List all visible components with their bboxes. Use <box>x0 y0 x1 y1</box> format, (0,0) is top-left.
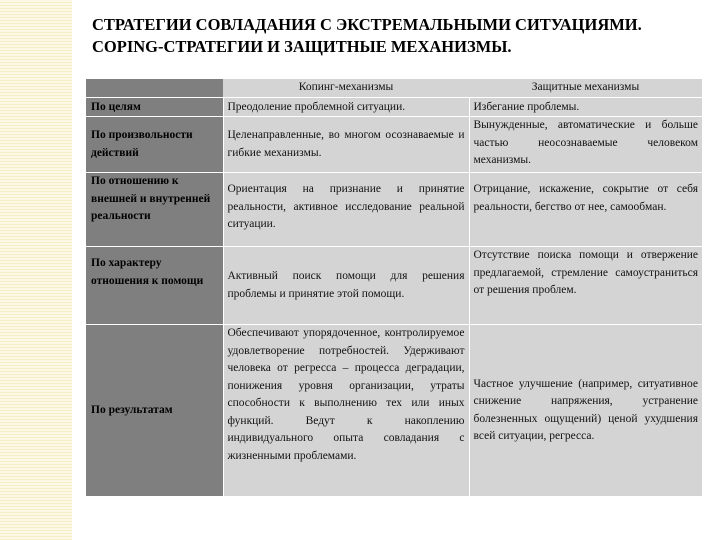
header-defense: Защитные механизмы <box>469 79 702 97</box>
row-defense: Частное улучшение (например, ситуативное снижение напряжения, устранение болезненных ощущений) ценой ухудшения всей ситуации, регресса. <box>469 325 702 497</box>
table-row <box>86 97 702 117</box>
row-defense: Вынужденные, автоматические и больше частью неосознаваемые человеком механизмы. <box>469 117 702 173</box>
row-defense: Отсутствие поиска помощи и отвержение предлагаемой, стремление самоустраниться от решения проблем. <box>469 247 702 325</box>
title-line-2: COPING-СТРАТЕГИИ И ЗАЩИТНЫЕ МЕХАНИЗМЫ. <box>92 37 512 56</box>
row-defense: Отрицание, искажение, сокрытие от себя реальности, бегство от нее, самообман. <box>469 173 702 247</box>
title-line-1: СТРАТЕГИИ СОВЛАДАНИЯ С ЭКСТРЕМАЛЬНЫМИ СИТУАЦИЯМИ. <box>92 15 642 34</box>
row-criterion: По отношению к внешней и внутренней реальности <box>86 173 223 247</box>
row-criterion: По характеру отношения к помощи <box>86 247 223 325</box>
page-title <box>92 14 712 58</box>
row-defense: Избегание проблемы. <box>469 97 702 117</box>
header-criterion <box>86 79 223 97</box>
row-criterion: По результатам <box>86 325 223 497</box>
row-coping: Обеспечивают упорядоченное, контролируемое удовлетворение потребностей. Удерживают человека от регресса – процесса деградации, понижения уровня организации, утраты способности к выполнению тех или иных функций. Ведут к накоплению индивидуального опыта совладания с жизненными проблемами. <box>223 325 469 497</box>
row-coping: Активный поиск помощи для решения проблемы и принятие этой помощи. <box>223 247 469 325</box>
row-coping: Преодоление проблемной ситуации. <box>223 97 469 117</box>
row-coping: Ориентация на признание и принятие реальности, активное исследование реальной ситуации. <box>223 173 469 247</box>
row-criterion: По произвольности действий <box>86 117 223 173</box>
decorative-side-stripe <box>0 0 72 540</box>
row-coping: Целенаправленные, во многом осознаваемые и гибкие механизмы. <box>223 117 469 173</box>
table-row <box>86 173 702 247</box>
comparison-table <box>86 79 702 497</box>
table-row <box>86 117 702 173</box>
table-row <box>86 325 702 497</box>
header-coping: Копинг-механизмы <box>223 79 469 97</box>
table-row <box>86 247 702 325</box>
row-criterion: По целям <box>86 97 223 117</box>
table-header-row <box>86 79 702 97</box>
